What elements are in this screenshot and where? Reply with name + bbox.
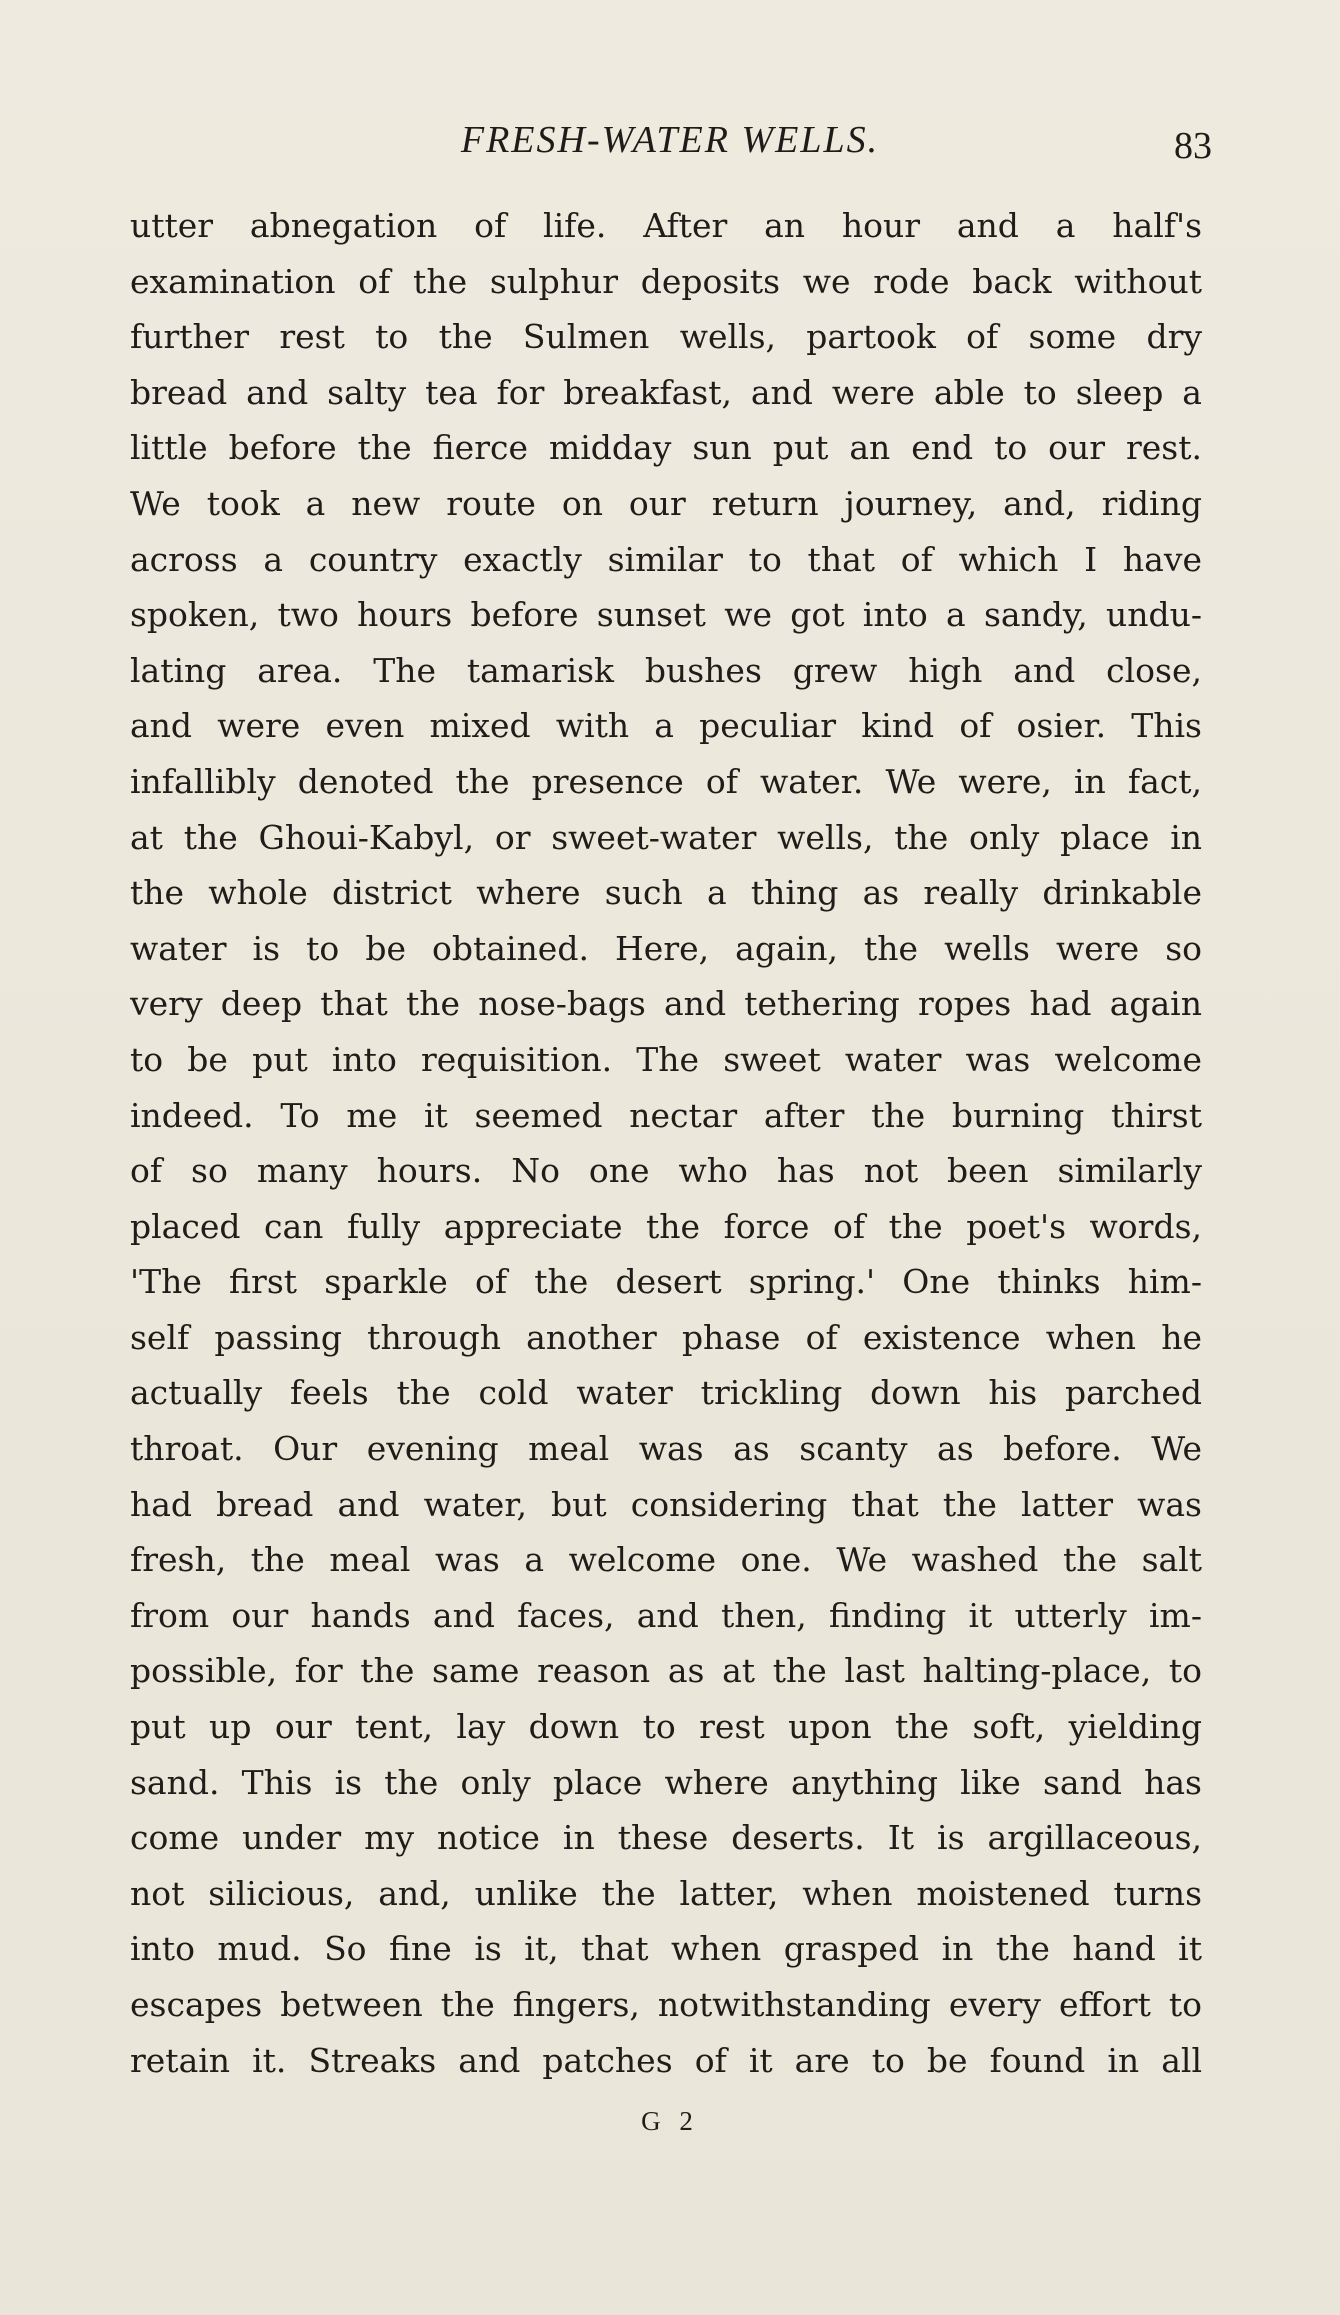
text-line: from our hands and faces, and then, finding it utterly im- <box>130 1595 1202 1635</box>
text-line: fresh, the meal was a welcome one. We washed the salt <box>130 1540 1202 1580</box>
text-line: little before the fierce midday sun put an end to our rest. <box>130 428 1202 468</box>
text-line: the whole district where such a thing as really drinkable <box>130 873 1202 913</box>
text-line: escapes between the fingers, notwithstanding every effort to <box>130 1985 1202 2024</box>
text-line: indeed. To me it seemed nectar after the burning thirst <box>130 1095 1202 1135</box>
text-line: bread and salty tea for breakfast, and were able to sleep a <box>130 372 1202 412</box>
text-line: lating area. The tamarisk bushes grew high and close, <box>130 650 1202 690</box>
text-line: had bread and water, but considering that the latter was <box>130 1484 1202 1524</box>
signature-mark: G 2 <box>641 2106 699 2136</box>
running-head <box>0 118 1340 178</box>
text-line: to be put into requisition. The sweet water was welcome <box>130 1039 1202 1079</box>
text-line: throat. Our evening meal was as scanty as before. We <box>130 1429 1202 1469</box>
text-line: at the Ghoui-Kabyl, or sweet-water wells, the only place in <box>130 817 1202 857</box>
text-line: infallibly denoted the presence of water. We were, in fact, <box>130 761 1202 801</box>
text-line: actually feels the cold water trickling down his parched <box>130 1373 1202 1413</box>
body-text <box>130 198 1202 2088</box>
text-line: possible, for the same reason as at the last halting-place, to <box>130 1651 1202 1691</box>
text-line: of so many hours. No one who has not been similarly <box>130 1151 1202 1191</box>
text-line: water is to be obtained. Here, again, the wells were so <box>130 928 1202 968</box>
text-line: come under my notice in these deserts. It is argillaceous, <box>130 1818 1202 1858</box>
text-line: across a country exactly similar to that of which I have <box>130 539 1202 579</box>
text-line: further rest to the Sulmen wells, partook of some dry <box>130 317 1202 357</box>
text-line: examination of the sulphur deposits we rode back without <box>130 261 1202 301</box>
text-line: self passing through another phase of existence when he <box>130 1317 1202 1357</box>
running-title: FRESH-WATER WELLS. <box>460 119 880 161</box>
text-line: very deep that the nose-bags and tethering ropes had again <box>130 984 1202 1024</box>
text-line: utter abnegation of life. After an hour and a half's <box>130 206 1202 245</box>
text-line: retain it. Streaks and patches of it are to be found in all <box>130 2040 1202 2080</box>
text-line: We took a new route on our return journey, and, riding <box>130 483 1202 523</box>
text-line: placed can fully appreciate the force of the poet's words, <box>130 1206 1202 1246</box>
text-line: sand. This is the only place where anything like sand has <box>130 1762 1202 1802</box>
text-line: 'The first sparkle of the desert spring.' One thinks him- <box>130 1262 1202 1302</box>
page-number: 83 <box>1174 125 1212 167</box>
text-line: into mud. So fine is it, that when grasped in the hand it <box>130 1929 1202 1969</box>
text-line: and were even mixed with a peculiar kind of osier. This <box>130 706 1202 746</box>
text-line: not silicious, and, unlike the latter, when moistened turns <box>130 1873 1202 1913</box>
text-line: put up our tent, lay down to rest upon the soft, yielding <box>130 1707 1202 1747</box>
text-line: spoken, two hours before sunset we got into a sandy, undu- <box>130 595 1202 635</box>
